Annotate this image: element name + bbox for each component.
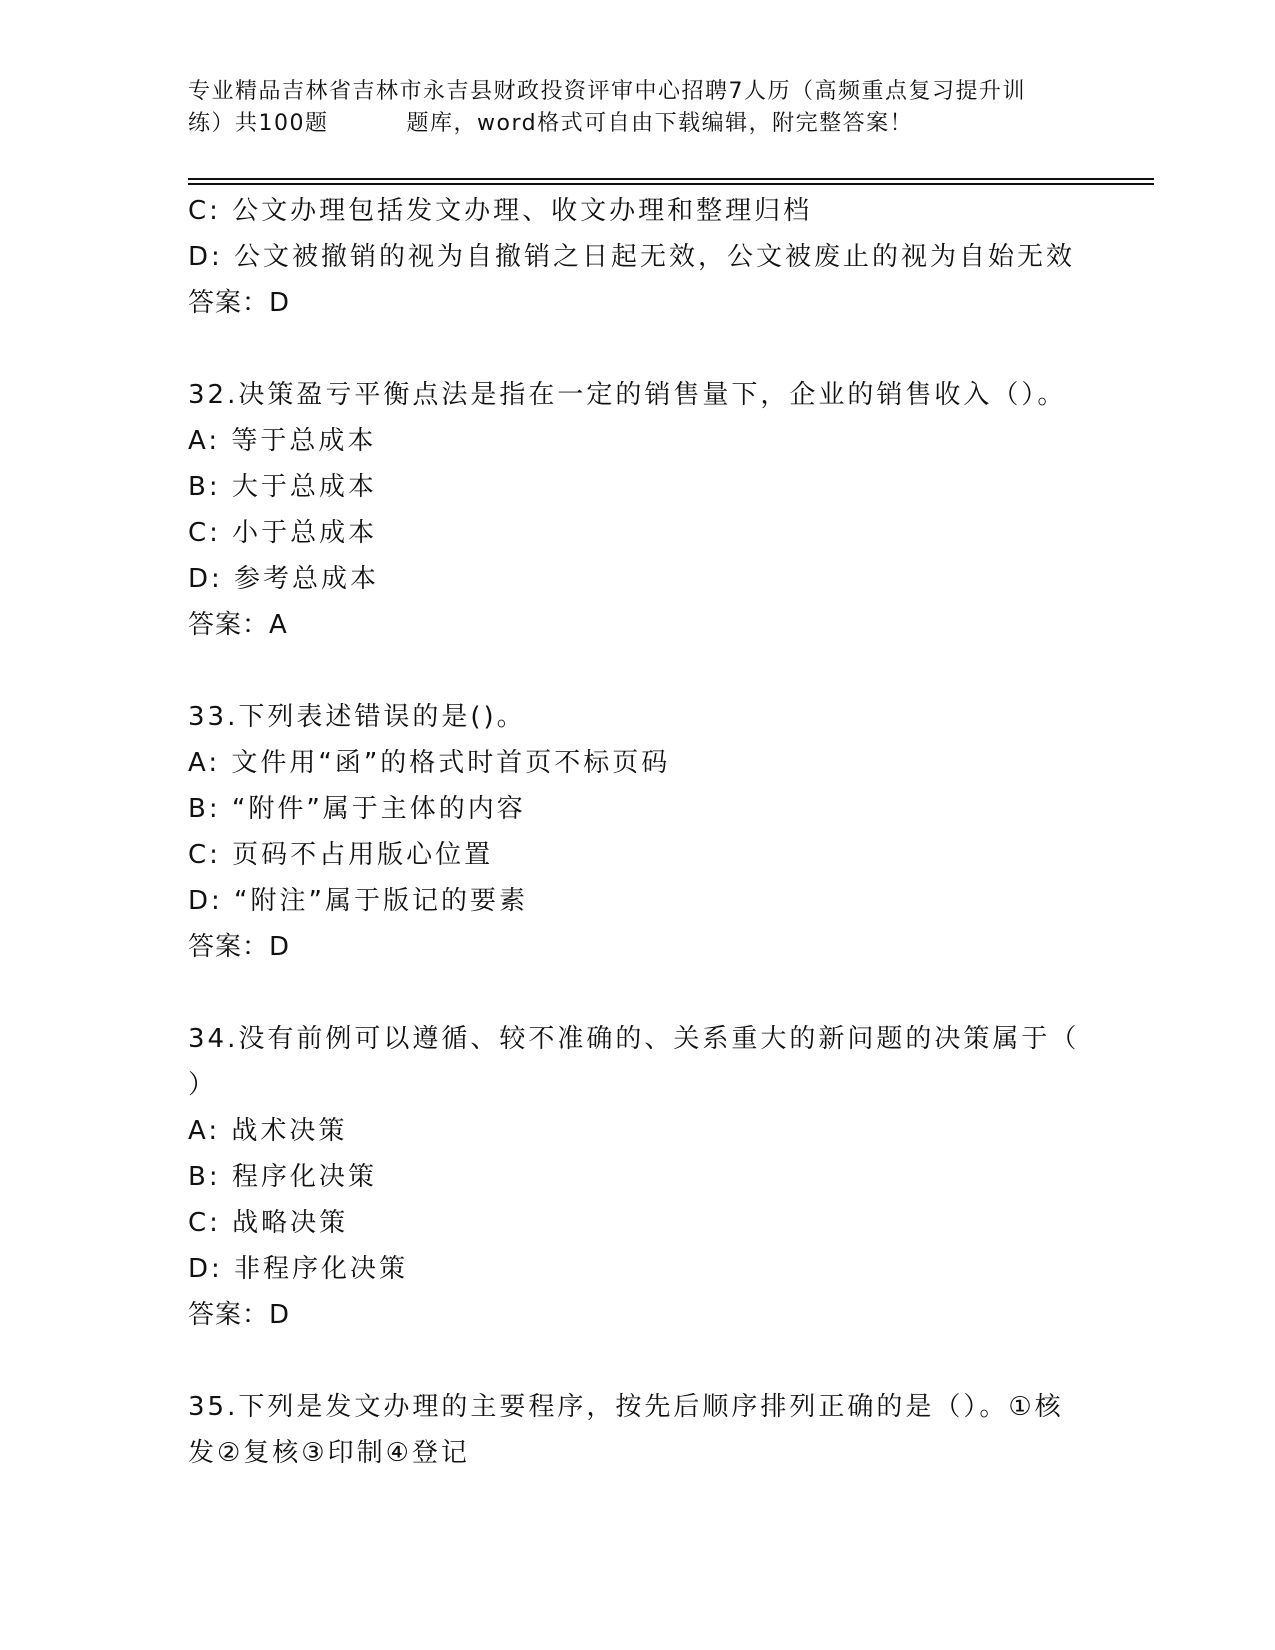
question-stem-line1: 34.没有前例可以遵循、较不准确的、关系重大的新问题的决策属于（ [188,1024,1080,1054]
question-32 [188,372,1088,648]
question-stem: 33.下列表述错误的是()。 [188,702,526,732]
answer: 答案：D [188,1300,291,1330]
question-stem-line2: ） [188,1070,218,1100]
answer: 答案：D [188,288,291,318]
option-c: C: 小于总成本 [188,518,378,548]
question-33 [188,694,1088,970]
question-31-continued [188,188,1088,326]
answer: 答案：D [188,932,291,962]
option-c: C: 战略决策 [188,1208,349,1238]
option-a: A: 文件用“函”的格式时首页不标页码 [188,748,671,778]
option-c: C: 公文办理包括发文办理、收文办理和整理归档 [188,196,813,226]
header-rule-bottom [188,183,1154,185]
header-title-desc: 题库，word格式可自由下载编辑，附完整答案！ [406,111,914,136]
option-b: B: 程序化决策 [188,1162,377,1192]
document-header [188,76,1088,140]
option-c: C: 页码不占用版心位置 [188,840,494,870]
question-35 [188,1384,1088,1476]
option-d: D: “附注”属于版记的要素 [188,886,528,916]
option-d: D: 非程序化决策 [188,1254,409,1284]
header-title-line2 [188,108,1088,140]
question-stem: 32.决策盈亏平衡点法是指在一定的销售量下，企业的销售收入（）。 [188,380,1067,410]
option-a: A: 战术决策 [188,1116,348,1146]
option-b: B: 大于总成本 [188,472,377,502]
question-stem-line2: 发②复核③印制④登记 [188,1438,470,1468]
question-stem-line1: 35.下列是发文办理的主要程序，按先后顺序排列正确的是（）。①核 [188,1392,1064,1422]
document-body [188,188,1088,1476]
option-b: B: “附件”属于主体的内容 [188,794,526,824]
option-d: D: 公文被撤销的视为自撤销之日起无效，公文被废止的视为自始无效 [188,242,1076,272]
answer: 答案：A [188,610,288,640]
header-rule-top [188,178,1154,180]
header-title-line1: 专业精品吉林省吉林市永吉县财政投资评审中心招聘7人历（高频重点复习提升训 [188,79,1026,104]
header-title-count: 练）共100题 [188,111,329,136]
option-a: A: 等于总成本 [188,426,377,456]
option-d: D: 参考总成本 [188,564,380,594]
question-34 [188,1016,1088,1338]
